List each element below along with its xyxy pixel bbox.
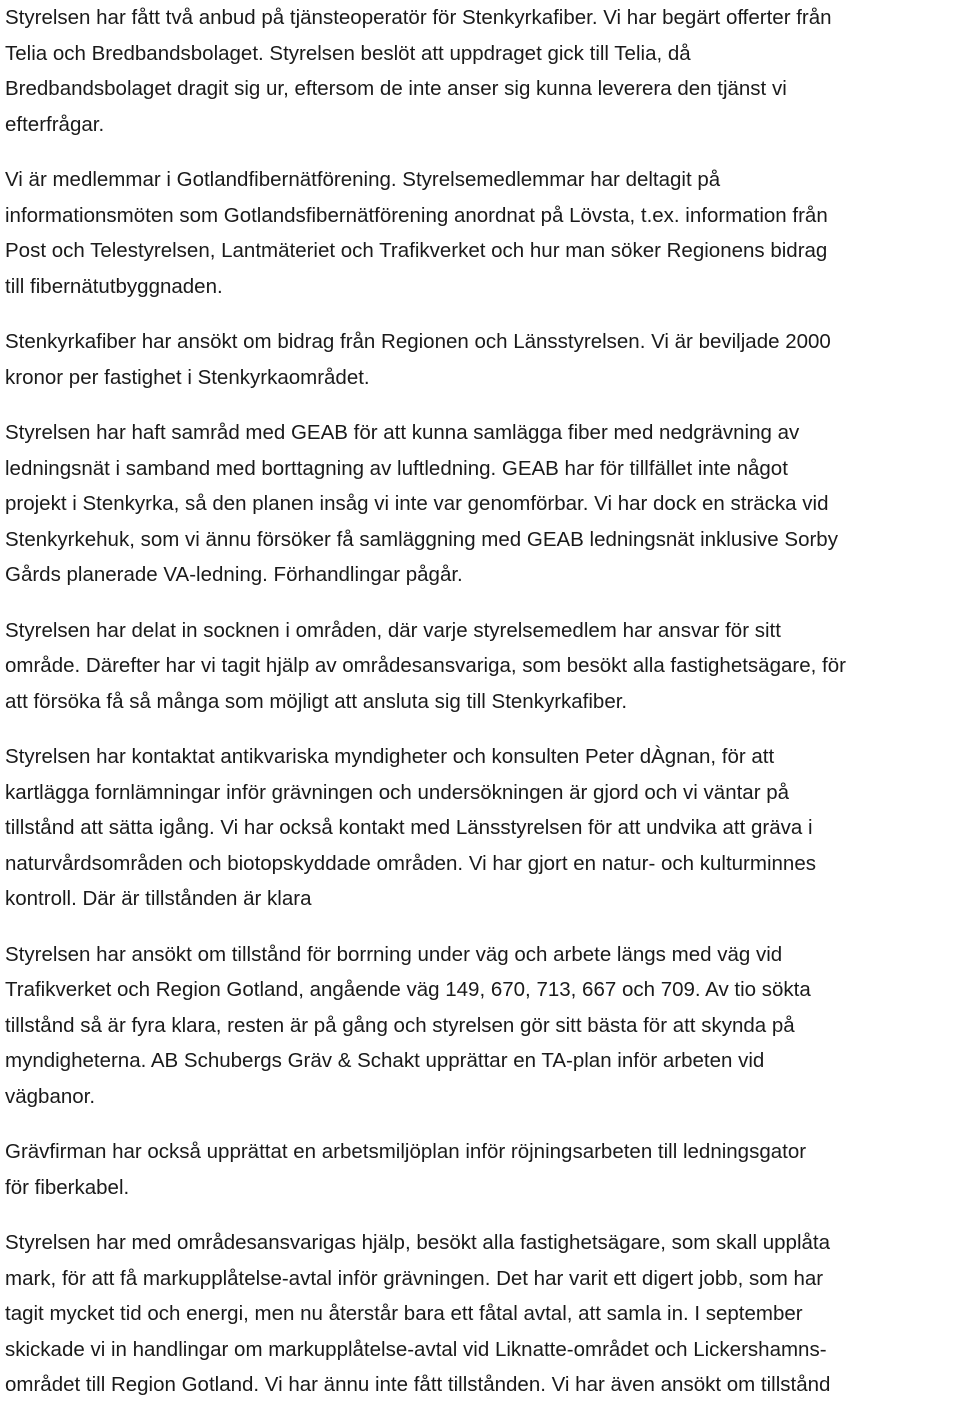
text-line: Styrelsen har kontaktat antikvariska myndigheter och konsulten Peter dÀgnan, för att: [5, 745, 775, 768]
text-line: Styrelsen har med områdesansvarigas hjälp, besökt alla fastighetsägare, som skall upplåta: [5, 1231, 830, 1254]
text-line: ledningsnät i samband med borttagning av luftledning. GEAB har för tillfället inte något: [5, 456, 788, 480]
paragraph-7: [5, 937, 957, 1115]
paragraph-9: [5, 1225, 957, 1403]
text-line: efterfrågar.: [5, 112, 105, 136]
text-line: Styrelsen har haft samråd med GEAB för att kunna samlägga fiber med nedgrävning av: [5, 421, 800, 444]
text-line: Styrelsen har fått två anbud på tjänsteoperatör för Stenkyrkafiber. Vi har begärt offerter från: [5, 6, 832, 29]
text-line: tagit mycket tid och energi, men nu återstår bara ett fåtal avtal, att samla in. I september: [5, 1302, 803, 1325]
text-line: Vi är medlemmar i Gotlandfibernätförening. Styrelsemedlemmar har deltagit på: [5, 168, 721, 191]
text-line: Bredbandsbolaget dragit sig ur, eftersom de inte anser sig kunna leverera den tjänst vi: [5, 77, 787, 100]
text-line: Grävfirman har också upprättat en arbetsmiljöplan inför röjningsarbeten till ledningsgator: [5, 1140, 807, 1163]
text-line: för fiberkabel.: [5, 1175, 130, 1199]
text-line: mark, för att få markupplåtelse-avtal inför grävningen. Det har varit ett digert jobb, som har: [5, 1266, 824, 1290]
text-line: till fibernätutbyggnaden.: [5, 274, 223, 298]
text-line: kontroll. Där är tillstånden är klara: [5, 887, 312, 910]
text-line: Trafikverket och Region Gotland, angående väg 149, 670, 713, 667 och 709. Av tio sökta: [5, 978, 811, 1001]
text-line: att försöka få så många som möjligt att ansluta sig till Stenkyrkafiber.: [5, 689, 628, 713]
paragraph-1: [5, 0, 957, 142]
text-line: Telia och Bredbandsbolaget. Styrelsen beslöt att uppdraget gick till Telia, då: [5, 41, 691, 65]
text-line: området till Region Gotland. Vi har ännu inte fått tillstånden. Vi har även ansökt om tillstånd: [5, 1373, 831, 1396]
text-line: Stenkyrkafiber har ansökt om bidrag från Regionen och Länsstyrelsen. Vi är beviljade 2000: [5, 330, 831, 353]
paragraph-4: [5, 415, 957, 593]
text-line: Post och Telestyrelsen, Lantmäteriet och Trafikverket och hur man söker Regionens bidrag: [5, 239, 828, 262]
text-line: myndigheterna. AB Schubergs Gräv & Schakt upprättar en TA-plan inför arbeten vid: [5, 1049, 765, 1072]
text-line: vägbanor.: [5, 1084, 96, 1108]
text-line: Stenkyrkehuk, som vi ännu försöker få samläggning med GEAB ledningsnät inklusive Sorby: [5, 527, 838, 551]
text-line: tillstånd att sätta igång. Vi har också kontakt med Länsstyrelsen för att undvika att gräva i: [5, 816, 813, 839]
text-line: informationsmöten som Gotlandsfibernätförening anordnat på Lövsta, t.ex. information från: [5, 203, 828, 227]
text-line: kronor per fastighet i Stenkyrkaområdet.: [5, 365, 370, 389]
text-line: Gårds planerade VA-ledning. Förhandlingar pågår.: [5, 563, 463, 586]
paragraph-5: [5, 613, 957, 720]
text-line: naturvårdsområden och biotopskyddade områden. Vi har gjort en natur- och kulturminnes: [5, 851, 816, 875]
paragraph-8: [5, 1134, 957, 1205]
text-line: projekt i Stenkyrka, så den planen insåg vi inte var genomförbar. Vi har dock en sträcka vid: [5, 492, 829, 515]
paragraph-6: [5, 739, 957, 917]
text-line: Styrelsen har delat in socknen i områden, där varje styrelsemedlem har ansvar för sitt: [5, 618, 781, 642]
text-line: kartlägga fornlämningar inför grävningen och undersökningen är gjord och vi väntar på: [5, 780, 790, 804]
document-body: [5, 0, 957, 1423]
text-line: område. Därefter har vi tagit hjälp av områdesansvariga, som besökt alla fastighetsägare, för: [5, 654, 846, 677]
text-line: tillstånd så är fyra klara, resten är på gång och styrelsen gör sitt bästa för att skynda på: [5, 1013, 795, 1037]
text-line: Styrelsen har ansökt om tillstånd för borrning under väg och arbete längs med väg vid: [5, 942, 783, 966]
paragraph-2: [5, 162, 957, 304]
paragraph-3: [5, 324, 957, 395]
text-line: skickade vi in handlingar om markupplåtelse-avtal vid Liknatte-området och Lickershamns-: [5, 1337, 827, 1361]
